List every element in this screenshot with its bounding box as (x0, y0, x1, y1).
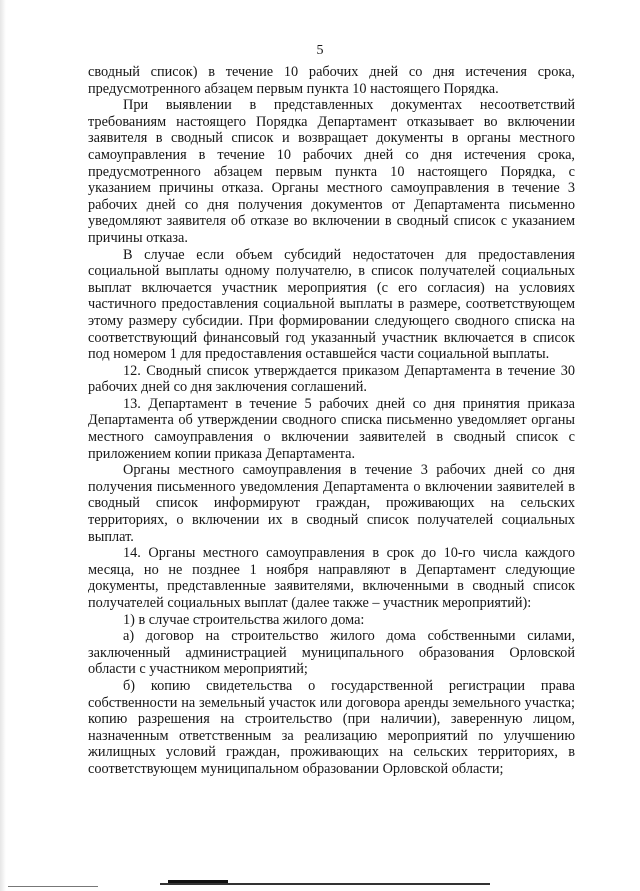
scan-artifact-line (160, 883, 490, 885)
paragraph-item-12: 12. Сводный список утверждается приказом Департамента в течение 30 рабочих дней со дня заключения соглашений. (88, 362, 575, 396)
paragraph-item-13: 13. Департамент в течение 5 рабочих дней со дня принятия приказа Департамента об утверждении сводного списка письменно уведомляет органы местного самоуправления о включении заявителей в сводный список с приложением копии приказа Департамента. (88, 395, 575, 462)
paragraph-subitem-b: б) копию свидетельства о государственной регистрации права собственности на земельный участок или договора аренды земельного участка; копию разрешения на строительство (при наличии), заверенную лицом, назначенным ответственным за реализацию мероприятий по улучшению жилищных условий граждан, проживающих на сельских территориях, в соответствующем муниципальном образовании Орловской области; (88, 677, 575, 777)
paragraph-subitem-a: а) договор на строительство жилого дома собственными силами, заключенный администрацией муниципального образования Орловской области с участником мероприятий; (88, 628, 575, 678)
page-number: 5 (316, 43, 324, 58)
scan-artifact-mark (168, 880, 228, 883)
paragraph-subitem-1: 1) в случае строительства жилого дома: (123, 611, 365, 628)
scan-artifact-line (8, 886, 98, 887)
scan-edge-shadow (0, 0, 6, 891)
paragraph-refusal: При выявлении в представленных документах несоответствий требованиям настоящего Порядка Департамент отказывает во включении заявителя в сводный список и возвращает документы в органы местного самоуправления в течение 10 рабочих дней со дня истечения срока, предусмотренного абзацем первым пункта 10 настоящего Порядка, с указанием причины отказа. Органы местного самоуправления в течение 3 рабочих дней со дня получения документов от Департамента письменно уведомляют заявителя об отказе во включении в сводный список с указанием причины отказа. (88, 97, 575, 246)
paragraph-item-14: 14. Органы местного самоуправления в срок до 10-го числа каждого месяца, но не позднее 1 ноября направляют в Департамент следующие документы, представленные заявителями, включенными в сводный список получателей социальных выплат (далее также – участник мероприятий): (88, 545, 575, 611)
body-text (88, 64, 575, 778)
paragraph-insufficient-subsidy: В случае если объем субсидий недостаточен для предоставления социальной выплаты одному получателю, в список получателей социальных выплат включается участник мероприятия (с его согласия) на условиях частичного предоставления социальной выплаты в размере, соответствующем этому размеру субсидии. При формировании следующего сводного списка на соответствующий финансовый год указанный участник включается в список под номером 1 для предоставления оставшейся части социальной выплаты. (88, 246, 575, 363)
paragraph-notification: Органы местного самоуправления в течение 3 рабочих дней со дня получения письменного уведомления Департамента о включении заявителей в сводный список информируют граждан, проживающих на сельских территориях, о включении их в сводный список получателей социальных выплат. (88, 462, 575, 545)
paragraph-continuation: сводный список) в течение 10 рабочих дней со дня истечения срока, предусмотренного абзацем первым пункта 10 настоящего Порядка. (88, 64, 575, 97)
